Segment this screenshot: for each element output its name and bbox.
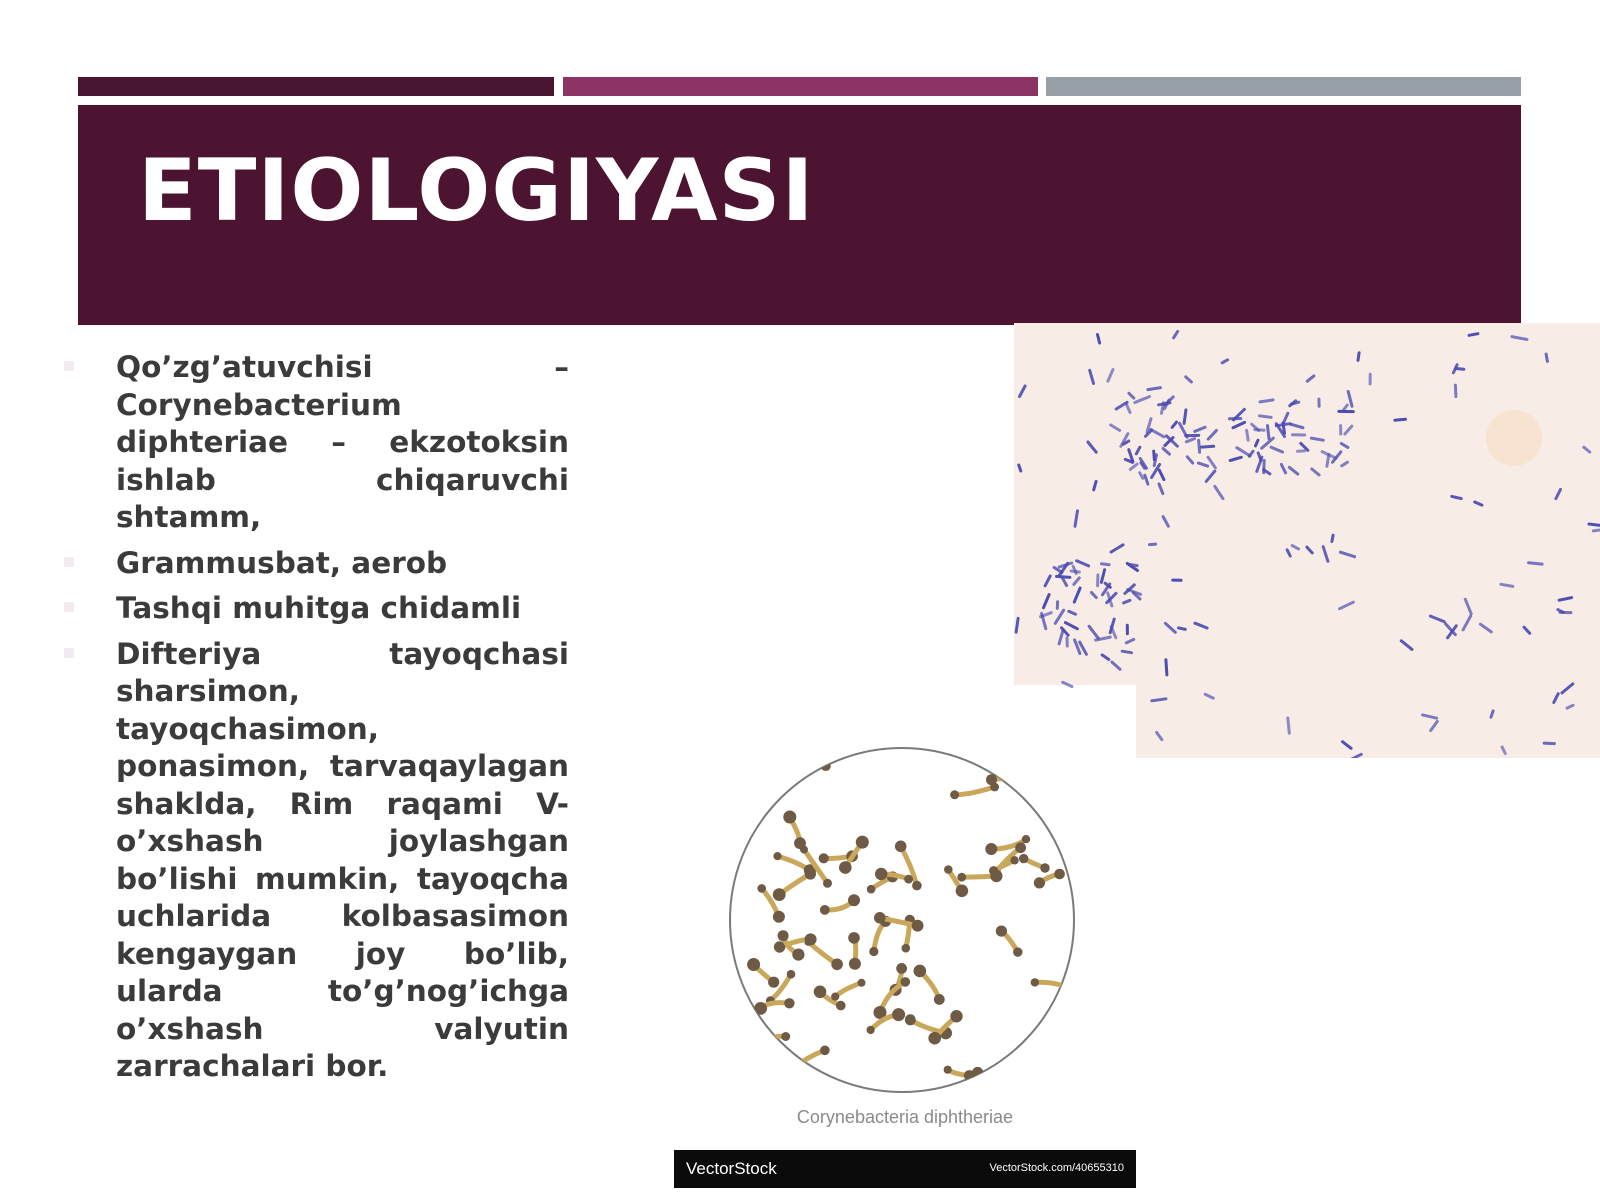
bullet-text: Grammusbat, aerob: [116, 545, 448, 580]
accent-bar-gray: [1046, 77, 1521, 96]
watermark-brand: VectorStock: [686, 1159, 777, 1178]
bullet-icon: [64, 557, 74, 567]
accent-bar-magenta: [563, 77, 1038, 96]
bullet-item: [116, 636, 569, 1086]
bullet-icon: [64, 361, 74, 371]
bullet-item: [116, 545, 569, 583]
bullet-text: Qo’zg’atuvchisi – Corynebacterium diphteriae – ekzotoksin ishlab chiqaruvchi shtamm,: [116, 350, 569, 534]
bullet-text: Difteriya tayoqchasi sharsimon, tayoqchasimon, ponasimon, tarvaqaylagan shaklda, Rim raqami V-o’xshash joylashgan bo’lishi mumkin, tayoqcha uchlarida kolbasasimon kengaygan joy bo’lib, ularda to’g’nog’ichga o’xshash valyutin zarrachalari bor.: [116, 636, 569, 1083]
slide-title: ETIOLOGIYASI: [138, 141, 815, 241]
bullet-icon: [64, 602, 74, 612]
bullet-item: [116, 590, 569, 628]
title-banner: [78, 105, 1521, 325]
watermark-url: VectorStock.com/40655310: [989, 1162, 1124, 1174]
bullet-item: [116, 349, 569, 537]
bullet-icon: [64, 648, 74, 658]
gram-stain-micrograph: [1014, 323, 1600, 758]
illustration-caption: Corynebacteria diphtheriae: [796, 1107, 1014, 1127]
stock-watermark: [674, 1150, 1136, 1188]
accent-bar-dark: [78, 77, 554, 96]
bullet-text: Tashqi muhitga chidamli: [116, 591, 522, 625]
bacteria-illustration: [727, 745, 1077, 1095]
bullet-list: [116, 349, 569, 1094]
